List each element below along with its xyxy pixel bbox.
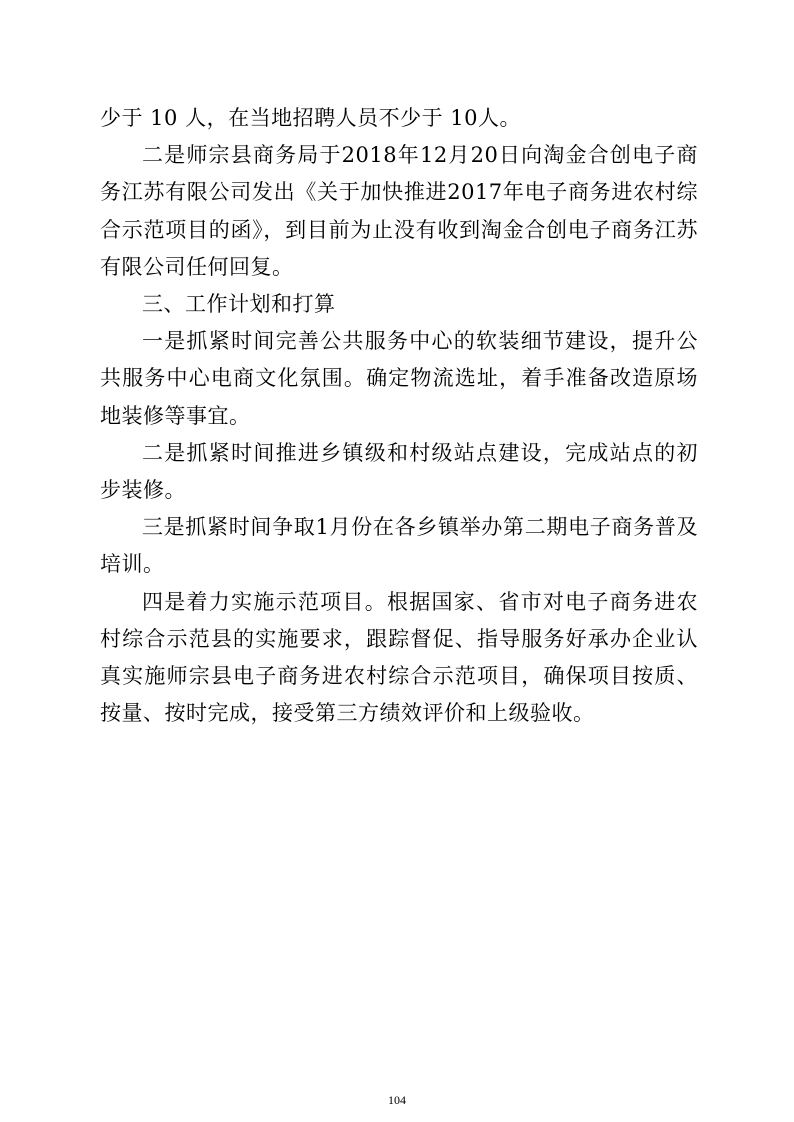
- section-heading-work-plan: 三、工作计划和打算: [142, 292, 336, 317]
- paragraph-continuation: 少于 10 人，在当地招聘人员不少于 10人。: [100, 106, 521, 130]
- paragraph-plan-four: 四是着力实施示范项目。根据国家、省市对电子商务进农村综合示范县的实施要求，跟踪督促、指导服务好承办企业认真实施师宗县电子商务进农村综合示范项目，确保项目按质、按量、按时完成，接受第三方绩效评价和上级验收。: [100, 589, 698, 726]
- paragraph-plan-one: 一是抓紧时间完善公共服务中心的软装细节建设，提升公共服务中心电商文化氛围。确定物流选址，着手准备改造原场地装修等事宜。: [100, 329, 698, 428]
- paragraph-commerce-bureau-letter: 二是师宗县商务局于2018年12月20日向淘金合创电子商务江苏有限公司发出《关于加快推进2017年电子商务进农村综合示范项目的函》，到目前为止没有收到淘金合创电子商务江苏有限公司任何回复。: [100, 143, 698, 279]
- paragraph-plan-two: 二是抓紧时间推进乡镇级和村级站点建设，完成站点的初步装修。: [100, 440, 698, 503]
- page-number: 104: [388, 1093, 406, 1107]
- document-body: [100, 100, 698, 732]
- paragraph-plan-three: 三是抓紧时间争取1月份在各乡镇举办第二期电子商务普及培训。: [100, 515, 698, 577]
